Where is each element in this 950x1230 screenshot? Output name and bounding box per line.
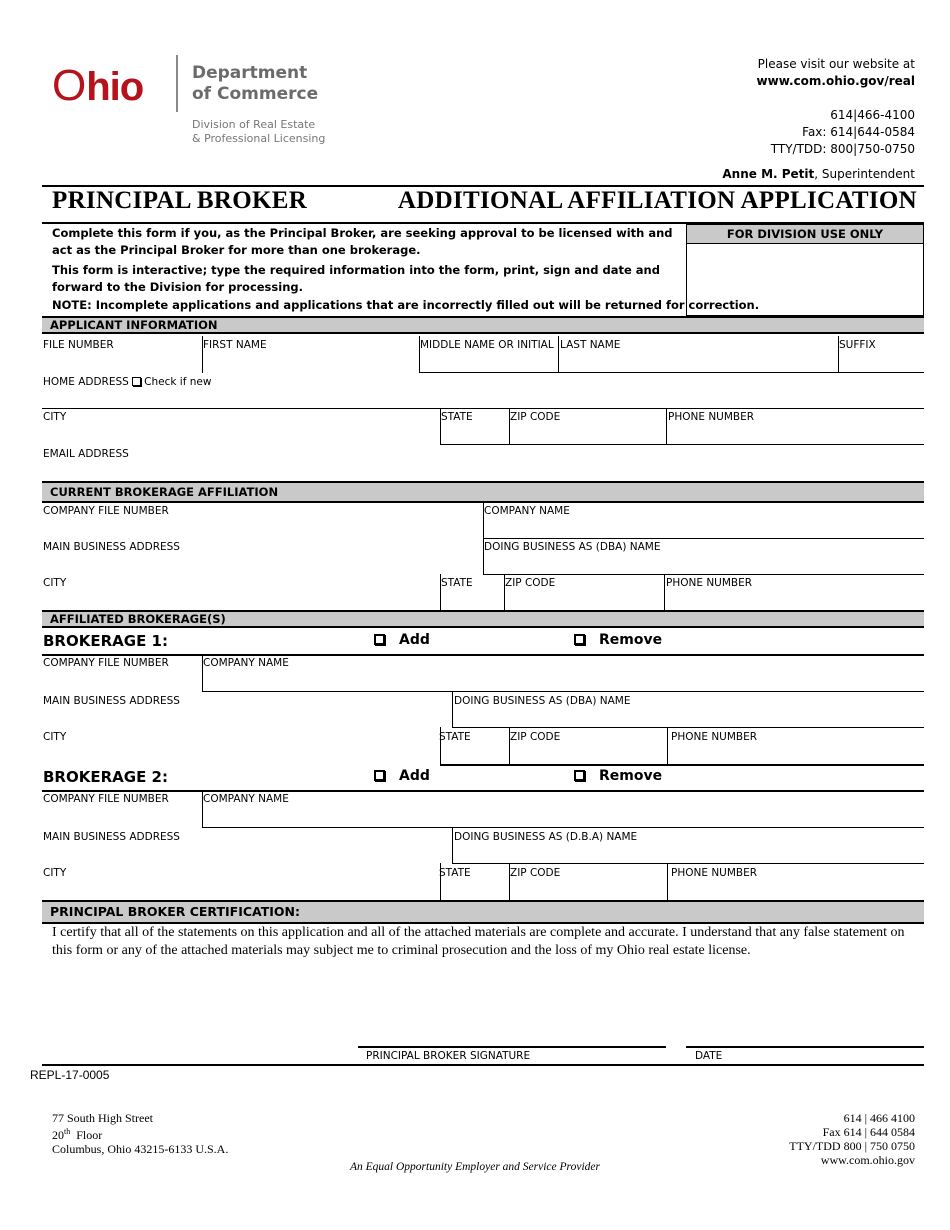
label-state: STATE (439, 867, 471, 879)
remove-label: Remove (599, 632, 663, 648)
label-state: STATE (441, 577, 473, 589)
brokerage-2-title: BROKERAGE 2: (43, 768, 168, 786)
logo-hio: hio (86, 65, 144, 109)
brokerage-2-remove[interactable] (574, 768, 662, 784)
footer-tty: TTY/TDD 800 | 750 0750 (789, 1139, 915, 1153)
add-checkbox[interactable] (374, 634, 385, 645)
label-state: STATE (441, 411, 473, 423)
label-home-address (43, 376, 211, 389)
intro-note: NOTE: Incomplete applications and applications that are incorrectly filled out will be returned for correction. (52, 298, 760, 312)
intro-p1: Complete this form if you, as the Principal Broker, are seeking approval to be licensed with and act as the Principal Broker for more than one brokerage. (52, 226, 673, 257)
label-main-address: MAIN BUSINESS ADDRESS (43, 831, 180, 843)
label-phone: PHONE NUMBER (666, 577, 753, 589)
title-right: ADDITIONAL AFFILIATION APPLICATION (397, 187, 917, 214)
department-name (192, 63, 318, 105)
tty-number: TTY/TDD: 800|750-0750 (770, 142, 915, 156)
intro-text (52, 225, 760, 314)
label-city: CITY (43, 577, 67, 589)
label-file-number: FILE NUMBER (43, 339, 114, 351)
label-dba: DOING BUSINESS AS (DBA) NAME (484, 541, 661, 553)
visit-text: Please visit our website at (757, 57, 915, 71)
label-company-file-number: COMPANY FILE NUMBER (43, 657, 169, 669)
form-id: REPL-17-0005 (30, 1068, 110, 1082)
label-company-name: COMPANY NAME (203, 793, 289, 805)
brokerage-2-add[interactable] (374, 768, 430, 784)
rule (452, 863, 924, 864)
label-company-name: COMPANY NAME (484, 505, 570, 517)
title-left: PRINCIPAL BROKER (52, 187, 308, 214)
footer-website[interactable]: www.com.ohio.gov (820, 1153, 915, 1167)
divider (667, 863, 668, 900)
rule (440, 764, 924, 766)
footer-fax: Fax 614 | 644 0584 (822, 1125, 915, 1139)
label-zip: ZIP CODE (510, 731, 561, 743)
rule (42, 790, 924, 792)
label-city: CITY (43, 867, 67, 879)
rule (42, 654, 924, 656)
remove-checkbox[interactable] (574, 770, 585, 781)
label-main-address: MAIN BUSINESS ADDRESS (43, 695, 180, 707)
divider (667, 727, 668, 764)
label-company-name: COMPANY NAME (203, 657, 289, 669)
dept-line1: Department (192, 63, 308, 83)
label-last-name: LAST NAME (560, 339, 621, 351)
footer-eeo: An Equal Opportunity Employer and Service Provider (350, 1161, 600, 1173)
label-phone: PHONE NUMBER (671, 731, 758, 743)
fax-number: Fax: 614|644-0584 (802, 125, 915, 139)
remove-label: Remove (599, 768, 663, 784)
phone-number: 614|466-4100 (830, 108, 915, 122)
label-company-file-number: COMPANY FILE NUMBER (43, 793, 169, 805)
label-middle-name: MIDDLE NAME OR INITIAL (420, 339, 554, 351)
division-line1: Division of Real Estate (192, 118, 316, 131)
floor-suffix: th (64, 1127, 71, 1136)
footer-floor (52, 1125, 228, 1142)
rule (42, 408, 924, 409)
brokerage-1-add[interactable] (374, 632, 430, 648)
dept-line2: of Commerce (192, 84, 319, 104)
label-first-name: FIRST NAME (203, 339, 267, 351)
divider (666, 408, 667, 445)
footer-street: 77 South High Street (52, 1111, 153, 1125)
footer-contact (789, 1111, 915, 1167)
superintendent (722, 166, 915, 183)
label-city: CITY (43, 731, 67, 743)
footer-address (52, 1111, 228, 1156)
label-dba: DOING BUSINESS AS (D.B.A) NAME (454, 831, 638, 843)
brokerage-1-title: BROKERAGE 1: (43, 632, 168, 650)
rule (419, 372, 924, 373)
check-if-new-checkbox[interactable] (132, 377, 141, 386)
label-main-address: MAIN BUSINESS ADDRESS (43, 541, 180, 553)
division-name (192, 118, 325, 146)
floor-number: 20 (52, 1128, 64, 1142)
rule (202, 827, 924, 828)
label-zip: ZIP CODE (510, 867, 561, 879)
label-zip: ZIP CODE (505, 577, 556, 589)
brokerage-1-remove[interactable] (574, 632, 662, 648)
divider (452, 827, 453, 864)
label-phone: PHONE NUMBER (671, 867, 758, 879)
label-email: EMAIL ADDRESS (43, 448, 129, 460)
division-line2: & Professional Licensing (192, 132, 326, 145)
add-label: Add (399, 632, 430, 648)
divider (558, 336, 559, 373)
divider (452, 691, 453, 728)
label-phone: PHONE NUMBER (668, 411, 755, 423)
remove-checkbox[interactable] (574, 634, 585, 645)
label-suffix: SUFFIX (839, 339, 876, 351)
contact-block (722, 56, 915, 183)
division-use-label: FOR DIVISION USE ONLY (687, 225, 923, 244)
check-if-new-label: Check if new (144, 376, 212, 388)
footer-phone: 614 | 466 4100 (843, 1111, 915, 1125)
rule (202, 691, 924, 692)
label-state: STATE (439, 731, 471, 743)
rule (440, 444, 924, 445)
section-applicant: APPLICANT INFORMATION (42, 316, 924, 334)
section-current-brokerage: CURRENT BROKERAGE AFFILIATION (42, 481, 924, 503)
label-city: CITY (43, 411, 67, 423)
division-use-box (686, 224, 924, 316)
add-checkbox[interactable] (374, 770, 385, 781)
logo-divider (176, 55, 178, 112)
date-line[interactable] (686, 1046, 924, 1048)
ohio-logo (52, 61, 144, 110)
intro-p2: This form is interactive; type the required information into the form, print, sign and date and forward to the Division for processing. (52, 263, 660, 294)
add-label: Add (399, 768, 430, 784)
label-zip: ZIP CODE (510, 411, 561, 423)
superintendent-title: , Superintendent (814, 167, 915, 181)
logo-o: O (52, 61, 87, 110)
date-label: DATE (695, 1050, 723, 1062)
footer-city: Columbus, Ohio 43215-6133 U.S.A. (52, 1142, 229, 1156)
rule (483, 574, 924, 575)
floor-word: Floor (76, 1128, 103, 1142)
label-dba: DOING BUSINESS AS (DBA) NAME (454, 695, 631, 707)
signature-label: PRINCIPAL BROKER SIGNATURE (366, 1050, 531, 1062)
superintendent-name: Anne M. Petit (722, 167, 815, 181)
rule (483, 538, 924, 539)
divider (664, 574, 665, 610)
home-address-text: HOME ADDRESS (43, 376, 129, 388)
certification-text: I certify that all of the statements on this application and all of the attached materials are complete and accurate. I understand that any false statement on this form or any of the attached materials may subject me to criminal prosecution and the loss of my Ohio real estate license. (52, 925, 905, 958)
rule (42, 1064, 924, 1066)
section-certification: PRINCIPAL BROKER CERTIFICATION: (42, 900, 924, 924)
website-link[interactable]: www.com.ohio.gov/real (756, 74, 915, 88)
label-company-file-number: COMPANY FILE NUMBER (43, 505, 169, 517)
section-affiliated-brokerages: AFFILIATED BROKERAGE(S) (42, 610, 924, 628)
rule (452, 727, 924, 728)
signature-line[interactable] (358, 1046, 666, 1048)
